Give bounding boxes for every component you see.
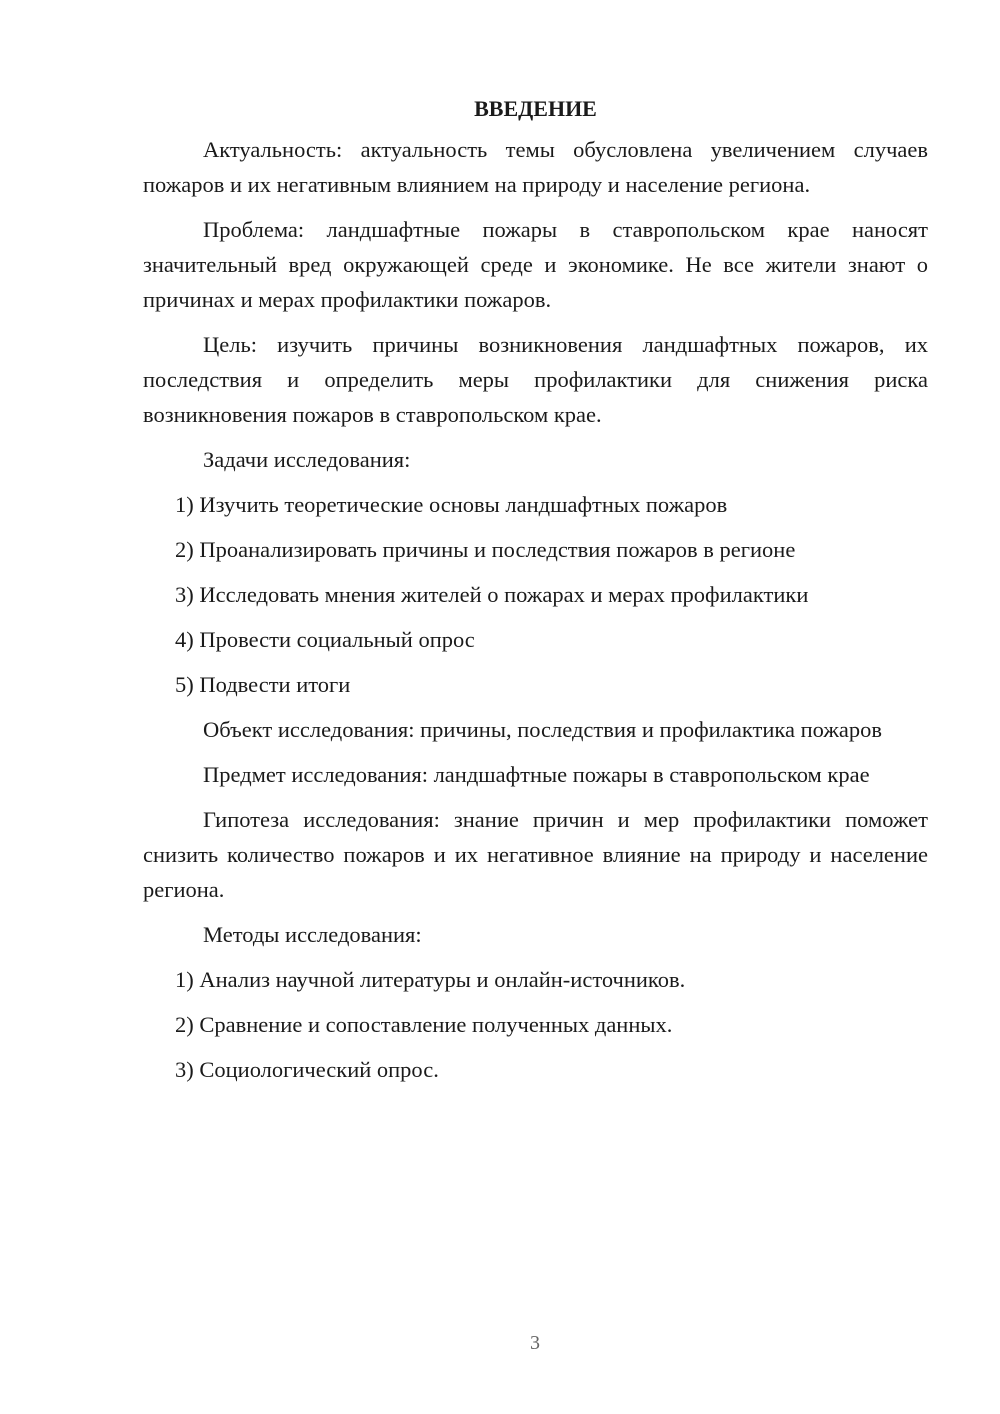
list-item: 5) Подвести итоги xyxy=(175,672,351,697)
tasks-heading: Задачи исследования: xyxy=(203,447,411,472)
list-item: 1) Анализ научной литературы и онлайн-источников. xyxy=(175,967,686,992)
page-number: 3 xyxy=(530,1332,540,1354)
methods-list xyxy=(143,962,928,1087)
relevance-paragraph: Актуальность: актуальность темы обусловлена увеличением случаев пожаров и их негативным влиянием на природу и население региона. xyxy=(143,137,928,197)
section-title: ВВЕДЕНИЕ xyxy=(474,96,597,121)
list-item: 1) Изучить теоретические основы ландшафтных пожаров xyxy=(175,492,728,517)
goal-paragraph: Цель: изучить причины возникновения ландшафтных пожаров, их последствия и определить меры профилактики для снижения риска возникновения пожаров в ставропольском крае. xyxy=(143,332,928,427)
tasks-list xyxy=(143,487,928,702)
hypothesis-paragraph: Гипотеза исследования: знание причин и мер профилактики поможет снизить количество пожаров и их негативное влияние на природу и население региона. xyxy=(143,807,928,902)
list-item: 3) Исследовать мнения жителей о пожарах и мерах профилактики xyxy=(175,582,809,607)
methods-heading: Методы исследования: xyxy=(203,922,422,947)
list-item: 3) Социологический опрос. xyxy=(175,1057,439,1082)
document-page xyxy=(143,92,928,1097)
object-paragraph: Объект исследования: причины, последствия и профилактика пожаров xyxy=(203,717,882,742)
list-item: 2) Проанализировать причины и последствия пожаров в регионе xyxy=(175,537,796,562)
problem-paragraph: Проблема: ландшафтные пожары в ставропольском крае наносят значительный вред окружающей среде и экономике. Не все жители знают о причинах и мерах профилактики пожаров. xyxy=(143,217,928,312)
list-item: 2) Сравнение и сопоставление полученных данных. xyxy=(175,1012,673,1037)
list-item: 4) Провести социальный опрос xyxy=(175,627,475,652)
subject-paragraph: Предмет исследования: ландшафтные пожары в ставропольском крае xyxy=(203,762,870,787)
